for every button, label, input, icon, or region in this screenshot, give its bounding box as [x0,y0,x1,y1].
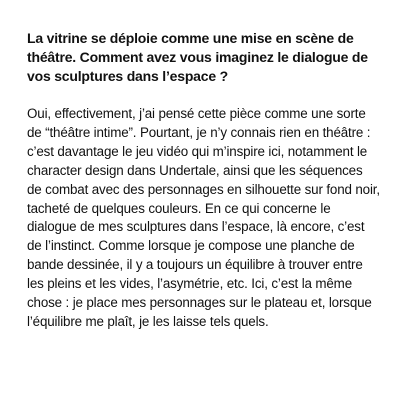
interview-answer: Oui, effectivement, j’ai pensé cette pièce comme une sorte de “théâtre intime”. Pourtant, je n’y connais rien en théâtre : c’est davantage le jeu vidéo qui m’inspire ici, notamment le character design dans Undertale, ainsi que les séquences de combat avec des personnages en silhouette sur fond noir, tacheté de quelques couleurs. En ce qui concerne le dialogue de mes sculptures dans l’espace, là encore, c’est de l’instinct. Comme lorsque je compose une planche de bande dessinée, il y a toujours un équilibre à trouver entre les pleins et les vides, l’asymétrie, etc. Ici, c’est la même chose : je place mes personnages sur le plateau et, lorsque l’équilibre me plaît, je les laisse tels quels. [27,106,380,329]
interview-question: La vitrine se déploie comme une mise en scène de théâtre. Comment avez vous imaginez le dialogue de vos sculptures dans l’espace ? [27,30,368,84]
